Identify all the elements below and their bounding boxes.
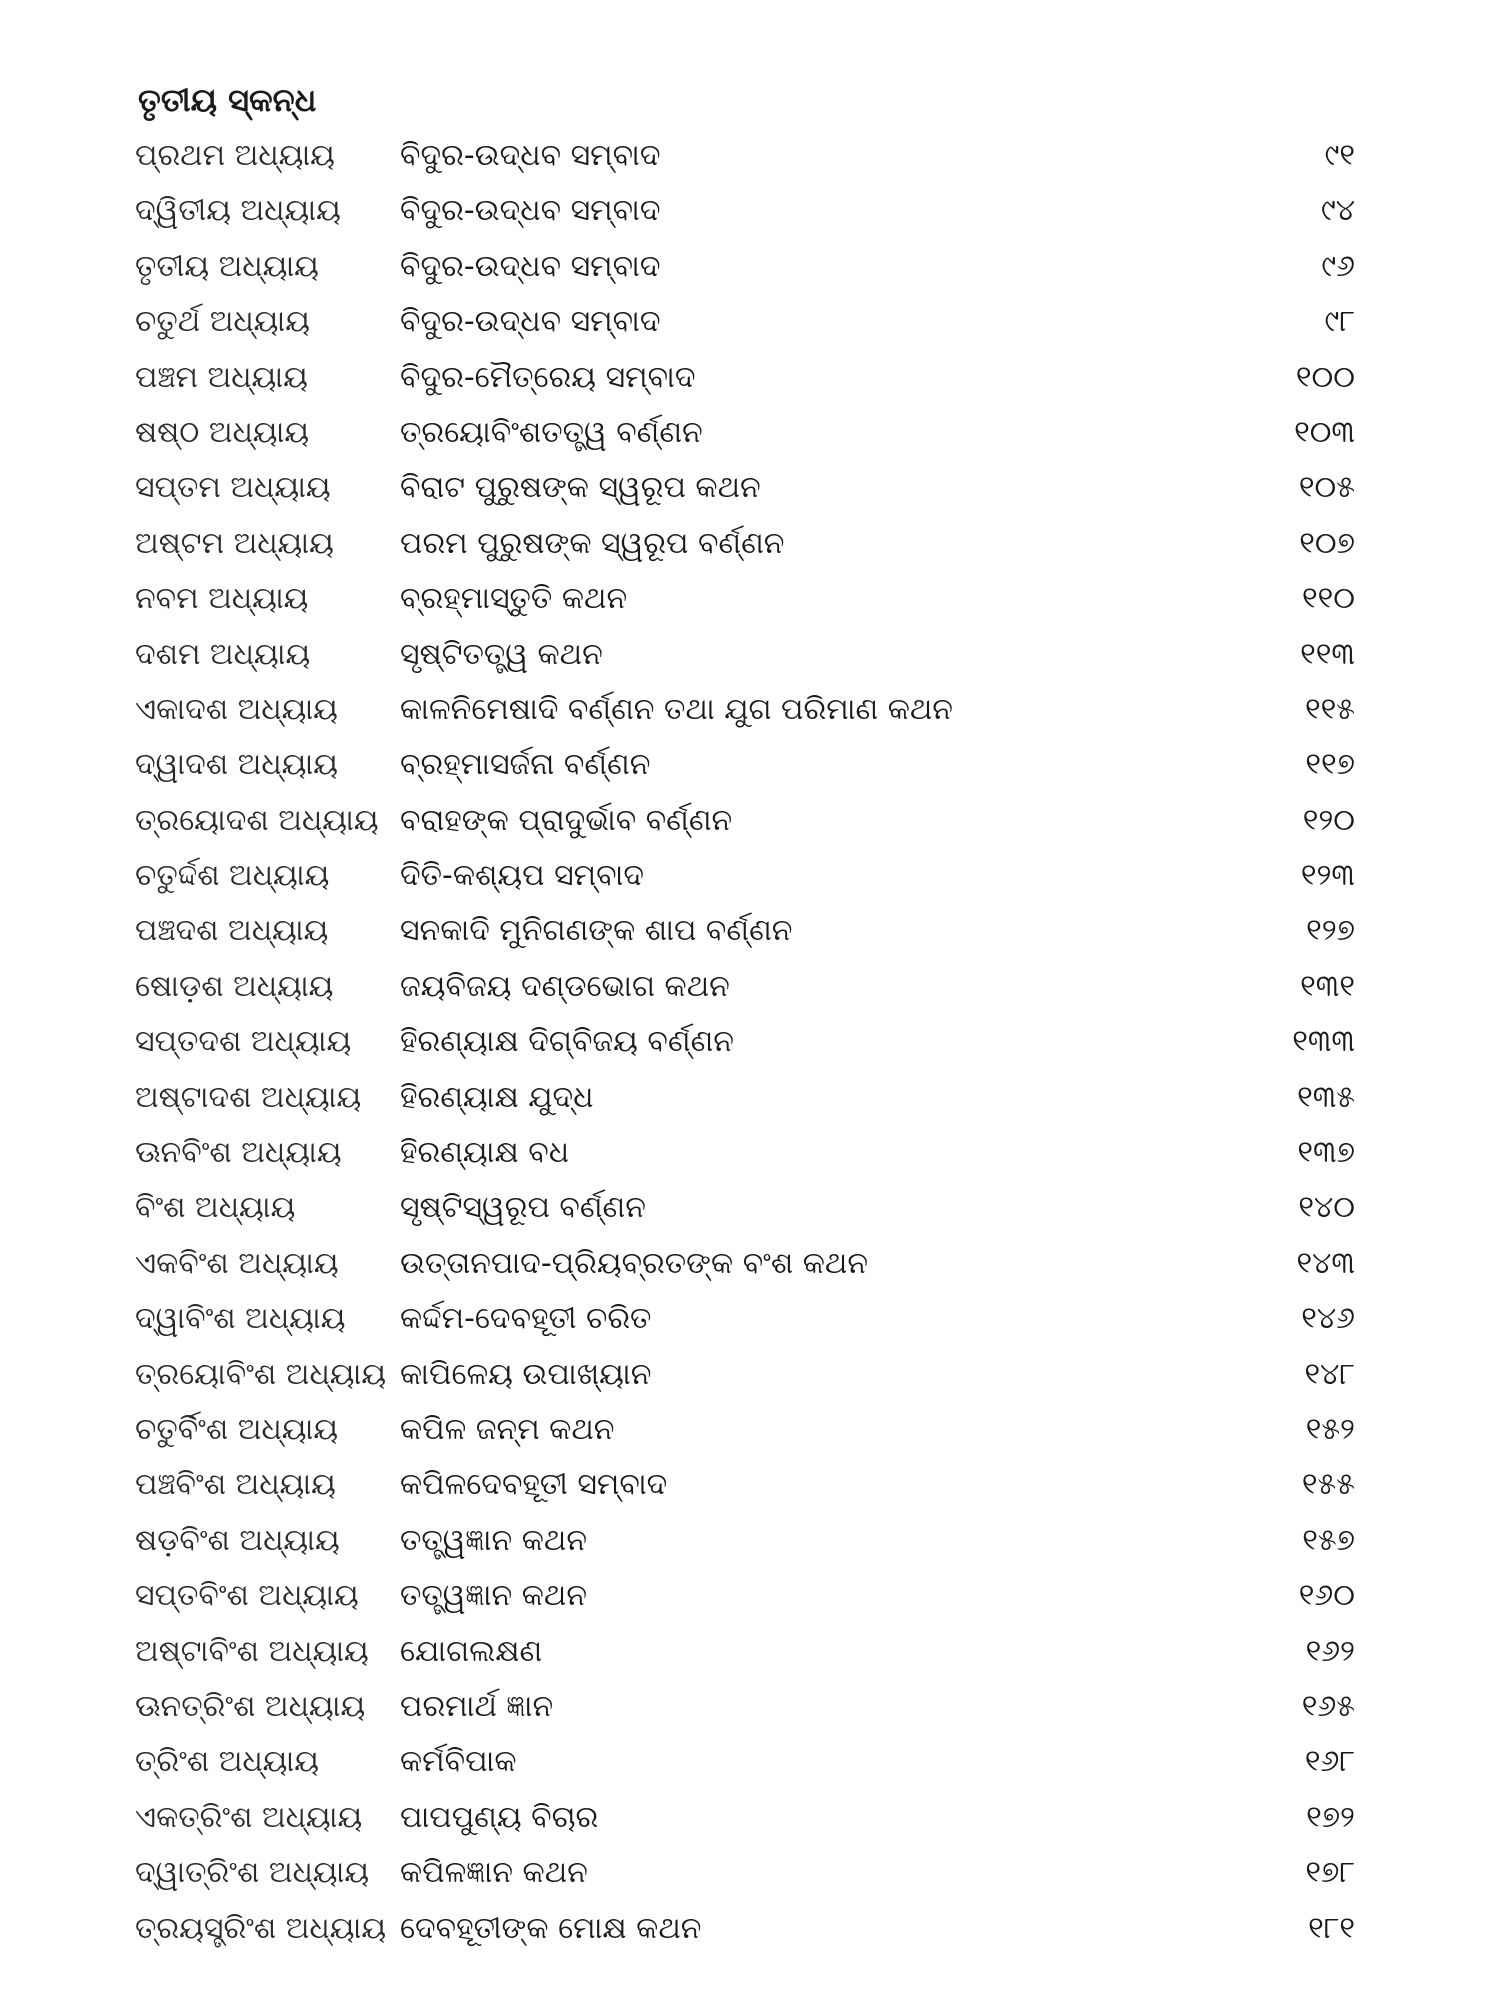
page-number: ୧୬୨ — [1305, 1633, 1355, 1669]
chapter-topic: ବିଦୁର-ଉଦ୍ଧବ ସମ୍ବାଦ — [400, 304, 661, 340]
chapter-label: ଏକବିଂଶ ଅଧ୍ୟାୟ — [135, 1245, 339, 1281]
page-number: ୧୧୫ — [1305, 691, 1355, 727]
chapter-label: ସପ୍ତମ ଅଧ୍ୟାୟ — [135, 470, 331, 506]
chapter-topic: ହିରଣ୍ୟାକ୍ଷ ଦିଗ୍‌ବିଜୟ ବର୍ଣ୍ଣନ — [400, 1024, 734, 1060]
page-number: ୧୪୮ — [1304, 1356, 1355, 1392]
chapter-label: ଅଷ୍ଟାଦଶ ଅଧ୍ୟାୟ — [135, 1079, 362, 1115]
chapter-topic: ବିଦୁର-ଉଦ୍ଧବ ସମ୍ବାଦ — [400, 138, 661, 173]
chapter-topic: ସନକାଦି ମୁନିଗଣଙ୍କ ଶାପ ବର୍ଣ୍ଣନ — [400, 913, 793, 949]
chapter-label: ଅଷ୍ଟାବିଂଶ ଅଧ୍ୟାୟ — [135, 1633, 369, 1669]
chapter-topic: ବ୍ରହ୍ମାସ୍ତୁତି କଥନ — [400, 581, 628, 617]
toc-row — [0, 1740, 1500, 1795]
chapter-topic: ହିରଣ୍ୟାକ୍ଷ ଯୁଦ୍ଧ — [400, 1079, 594, 1115]
chapter-label: ବିଂଶ ଅଧ୍ୟାୟ — [135, 1190, 296, 1226]
page-number: ୧୪୦ — [1298, 1190, 1355, 1226]
chapter-topic: ବିରାଟ ପୁରୁଷଙ୍କ ସ୍ୱରୂପ କଥନ — [400, 470, 761, 506]
page-number: ୧୬୮ — [1304, 1744, 1355, 1780]
toc-row — [0, 743, 1500, 798]
chapter-label: ସପ୍ତବିଂଶ ଅଧ୍ୟାୟ — [135, 1578, 359, 1614]
chapter-topic: ବିଦୁର-ଉଦ୍ଧବ ସମ୍ବାଦ — [400, 193, 661, 229]
chapter-label: ଚତୁର୍ଦ୍ଦଶ ଅଧ୍ୟାୟ — [135, 858, 330, 894]
page-number: ୧୦୭ — [1299, 525, 1355, 561]
chapter-topic: ପରମାର୍ଥ ଜ୍ଞାନ — [400, 1688, 554, 1724]
toc-row — [0, 522, 1500, 577]
chapter-label: ପଞ୍ଚଦଶ ଅଧ୍ୟାୟ — [135, 913, 329, 949]
toc-row — [0, 1131, 1500, 1186]
toc-row — [0, 1353, 1500, 1408]
chapter-topic: ଦିତି-କଶ୍ୟପ ସମ୍ବାଦ — [400, 858, 645, 894]
toc-row — [0, 1630, 1500, 1685]
page-number: ୧୫୫ — [1301, 1467, 1355, 1503]
chapter-label: ଦଶମ ଅଧ୍ୟାୟ — [135, 636, 311, 672]
page-number: ୯୬ — [1321, 248, 1355, 284]
page-number: ୧୩୧ — [1300, 968, 1355, 1004]
page-number: ୧୩୩ — [1292, 1024, 1355, 1060]
chapter-topic: ଜୟବିଜୟ ଦଣ୍ଡଭୋଗ କଥନ — [400, 968, 730, 1004]
page-number: ୧୧୦ — [1302, 581, 1355, 617]
chapter-topic: କପିଳଦେବହୂତୀ ସମ୍ବାଦ — [400, 1467, 668, 1503]
page-number: ୧୦୩ — [1294, 414, 1355, 450]
toc-row — [0, 356, 1500, 411]
toc-row — [0, 909, 1500, 964]
toc-row — [0, 1242, 1500, 1297]
chapter-topic: ବିଦୁର-ଉଦ୍ଧବ ସମ୍ବାଦ — [400, 248, 661, 284]
toc-row — [0, 688, 1500, 743]
toc-row — [0, 1297, 1500, 1352]
chapter-label: ଏକତ୍ରିଂଶ ଅଧ୍ୟାୟ — [135, 1799, 363, 1835]
chapter-topic: ତ୍ରୟୋବିଂଶତତ୍ତ୍ୱ ବର୍ଣ୍ଣନ — [400, 414, 703, 450]
chapter-label: ଏକାଦଶ ଅଧ୍ୟାୟ — [135, 691, 338, 727]
chapter-label: ପ୍ରଥମ ଅଧ୍ୟାୟ — [135, 138, 335, 173]
chapter-topic: କର୍ଦ୍ଦମ-ଦେବହୂତୀ ଚରିତ — [400, 1301, 652, 1337]
page-number: ୧୪୩ — [1296, 1245, 1355, 1281]
chapter-topic: କପିଳଜ୍ଞାନ କଥନ — [400, 1855, 588, 1891]
page-number: ୧୪୬ — [1301, 1301, 1355, 1337]
page-number: ୧୨୭ — [1306, 913, 1355, 949]
chapter-label: ଦ୍ୱିତୀୟ ଅଧ୍ୟାୟ — [135, 193, 341, 229]
chapter-topic: ସୃଷ୍ଟିସ୍ୱରୂପ ବର୍ଣ୍ଣନ — [400, 1190, 646, 1226]
chapter-label: ଦ୍ୱାବିଂଶ ଅଧ୍ୟାୟ — [135, 1301, 346, 1337]
page-number: ୧୩୭ — [1297, 1135, 1355, 1171]
chapter-label: ସପ୍ତଦଶ ଅଧ୍ୟାୟ — [135, 1024, 352, 1060]
toc-row — [0, 466, 1500, 521]
page-number: ୧୦୫ — [1298, 470, 1355, 506]
chapter-label: ଷଡ଼ବିଂଶ ଅଧ୍ୟାୟ — [135, 1522, 340, 1558]
chapter-label: ଅଷ୍ଟମ ଅଧ୍ୟାୟ — [135, 525, 334, 561]
chapter-topic: ତତ୍ତ୍ୱଜ୍ଞାନ କଥନ — [400, 1522, 587, 1558]
toc-row — [0, 1574, 1500, 1629]
toc-row — [0, 965, 1500, 1020]
page-number: ୧୦୦ — [1295, 359, 1355, 395]
chapter-topic: ବିଦୁର-ମୈତ୍ରେୟ ସମ୍ବାଦ — [400, 359, 696, 395]
chapter-label: ଊନତ୍ରିଂଶ ଅଧ୍ୟାୟ — [135, 1688, 366, 1724]
chapter-label: ପଞ୍ଚବିଂଶ ଅଧ୍ୟାୟ — [135, 1467, 336, 1503]
chapter-topic: ତତ୍ତ୍ୱଜ୍ଞାନ କଥନ — [400, 1578, 587, 1614]
page-number: ୧୨୩ — [1300, 858, 1355, 894]
chapter-label: ଚତୁର୍ଥ ଅଧ୍ୟାୟ — [135, 304, 311, 340]
chapter-label: ଊନବିଂଶ ଅଧ୍ୟାୟ — [135, 1135, 342, 1171]
chapter-label: ପଞ୍ଚମ ଅଧ୍ୟାୟ — [135, 359, 308, 395]
toc-row — [0, 189, 1500, 244]
page-number: ୯୪ — [1320, 193, 1355, 229]
toc-row — [0, 1796, 1500, 1851]
chapter-label: ଷଷ୍ଠ ଅଧ୍ୟାୟ — [135, 414, 310, 450]
chapter-label: ଚତୁର୍ବିଂଶ ଅଧ୍ୟାୟ — [135, 1411, 339, 1447]
toc-row — [0, 411, 1500, 466]
page-number: ୧୭୨ — [1306, 1799, 1355, 1835]
page-number: ୧୭୮ — [1305, 1855, 1355, 1891]
chapter-topic: ପାପପୁଣ୍ୟ ବିଚାର — [400, 1799, 599, 1835]
page-number: ୧୬୦ — [1298, 1578, 1355, 1614]
table-of-contents — [0, 134, 1500, 1962]
chapter-label: ତ୍ରୟସ୍ତ୍ରିଂଶ ଅଧ୍ୟାୟ — [135, 1910, 387, 1946]
chapter-topic: କପିଳ ଜନ୍ମ କଥନ — [400, 1411, 615, 1447]
toc-row — [0, 300, 1500, 355]
page-number: ୯୮ — [1324, 304, 1355, 340]
page-number: ୧୮୧ — [1308, 1910, 1355, 1946]
chapter-label: ନବମ ଅଧ୍ୟାୟ — [135, 581, 309, 617]
toc-row — [0, 1186, 1500, 1241]
chapter-topic: ଦେବହୂତୀଙ୍କ ମୋକ୍ଷ କଥନ — [400, 1910, 702, 1946]
chapter-topic: ଉତ୍ତାନପାଦ-ପ୍ରିୟବ୍ରତଙ୍କ ବଂଶ କଥନ — [400, 1245, 869, 1281]
chapter-topic: ଯୋଗଲକ୍ଷଣ — [400, 1633, 543, 1669]
chapter-topic: ହିରଣ୍ୟାକ୍ଷ ବଧ — [400, 1135, 570, 1171]
toc-row — [0, 1519, 1500, 1574]
page-number: ୧୧୩ — [1300, 636, 1355, 672]
chapter-label: ତ୍ରୟୋଦଶ ଅଧ୍ୟାୟ — [135, 802, 379, 838]
chapter-topic: କର୍ମବିପାକ — [400, 1744, 517, 1780]
chapter-label: ଷୋଡ଼ଶ ଅଧ୍ୟାୟ — [135, 968, 334, 1004]
toc-row — [0, 1907, 1500, 1962]
page-number: ୧୫୨ — [1305, 1411, 1355, 1447]
toc-row — [0, 799, 1500, 854]
toc-row — [0, 1851, 1500, 1906]
page-number: ୧୧୭ — [1305, 747, 1355, 783]
chapter-label: ଦ୍ୱାଦଶ ଅଧ୍ୟାୟ — [135, 747, 338, 783]
chapter-label: ଦ୍ୱାତ୍ରିଂଶ ଅଧ୍ୟାୟ — [135, 1855, 370, 1891]
toc-row — [0, 1463, 1500, 1518]
page-number: ୧୨୦ — [1302, 802, 1355, 838]
page-number: ୧୫୭ — [1302, 1522, 1355, 1558]
page-number: ୯୧ — [1324, 138, 1355, 173]
toc-row — [0, 245, 1500, 300]
chapter-label: ତ୍ରୟୋବିଂଶ ଅଧ୍ୟାୟ — [135, 1356, 387, 1392]
chapter-topic: ପରମ ପୁରୁଷଙ୍କ ସ୍ୱରୂପ ବର୍ଣ୍ଣନ — [400, 525, 785, 561]
chapter-topic: କାପିଳେୟ ଉପାଖ୍ୟାନ — [400, 1356, 652, 1392]
chapter-topic: ବରାହଙ୍କ ପ୍ରାଦୁର୍ଭାବ ବର୍ଣ୍ଣନ — [400, 802, 733, 838]
section-title: ତୃତୀୟ ସ୍କନ୍ଧ — [138, 81, 317, 119]
toc-row — [0, 1076, 1500, 1131]
chapter-topic: ବ୍ରହ୍ମାସର୍ଜନା ବର୍ଣ୍ଣନ — [400, 747, 651, 783]
page-number: ୧୬୫ — [1301, 1688, 1355, 1724]
toc-row — [0, 854, 1500, 909]
toc-row — [0, 1685, 1500, 1740]
toc-row — [0, 134, 1500, 189]
page-number: ୧୩୫ — [1297, 1079, 1355, 1115]
chapter-topic: କାଳନିମେଷାଦି ବର୍ଣ୍ଣନ ତଥା ଯୁଗ ପରିମାଣ କଥନ — [400, 691, 953, 727]
chapter-label: ତୃତୀୟ ଅଧ୍ୟାୟ — [135, 248, 319, 284]
toc-row — [0, 1408, 1500, 1463]
chapter-label: ତ୍ରିଂଶ ଅଧ୍ୟାୟ — [135, 1744, 320, 1780]
toc-row — [0, 577, 1500, 632]
chapter-topic: ସୃଷ୍ଟିତତ୍ତ୍ୱ କଥନ — [400, 636, 603, 672]
toc-row — [0, 1020, 1500, 1075]
toc-row — [0, 633, 1500, 688]
